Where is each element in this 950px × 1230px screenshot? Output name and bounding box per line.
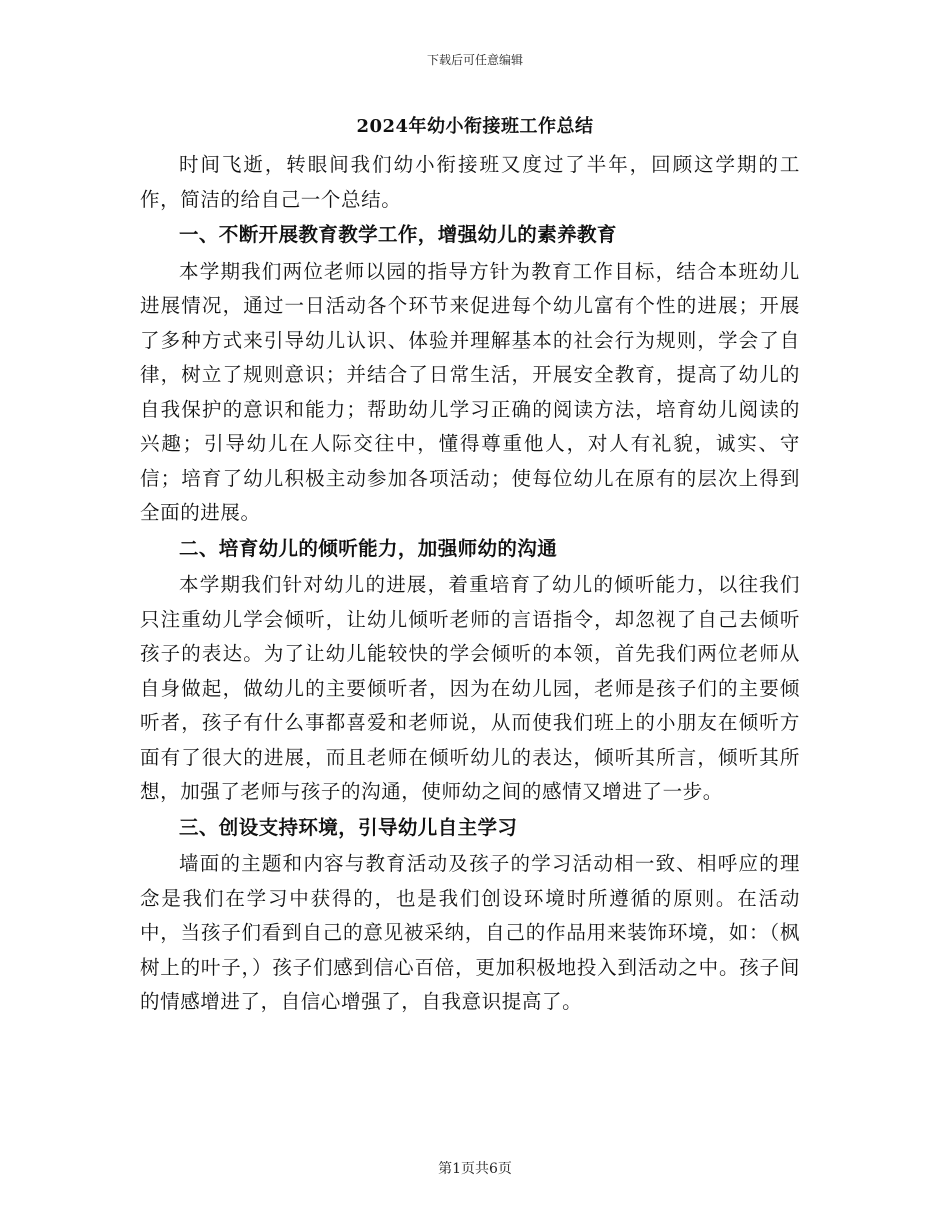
section-paragraph-2: 本学期我们针对幼儿的进展，着重培育了幼儿的倾听能力，以往我们只注重幼儿学会倾听，让幼儿倾听老师的言语指令，却忽视了自己去倾听孩子的表达。为了让幼儿能较快的学会倾听的本领，首先我们两位老师从自身做起，做幼儿的主要倾听者，因为在幼儿园，老师是孩子们的主要倾听者，孩子有什么事都喜爱和老师说，从而使我们班上的小朋友在倾听方面有了很大的进展，而且老师在倾听幼儿的表达，倾听其所言，倾听其所想，加强了老师与孩子的沟通，使师幼之间的感情又增进了一步。 <box>140 573 800 803</box>
document-title: 2024年幼小衔接班工作总结 <box>356 116 594 137</box>
document-body <box>140 148 800 1020</box>
intro-paragraph: 时间飞逝，转眼间我们幼小衔接班又度过了半年，回顾这学期的工作，简洁的给自己一个总结。 <box>140 153 800 211</box>
section-heading-3: 三、创设支持环境，引导幼儿自主学习 <box>179 815 518 839</box>
section-heading-2: 二、培育幼儿的倾听能力，加强师幼的沟通 <box>179 536 558 560</box>
section-paragraph-1: 本学期我们两位老师以园的指导方针为教育工作目标，结合本班幼儿进展情况，通过一日活动各个环节来促进每个幼儿富有个性的进展；开展了多种方式来引导幼儿认识、体验并理解基本的社会行为规则，学会了自律，树立了规则意识；并结合了日常生活，开展安全教育，提高了幼儿的自我保护的意识和能力；帮助幼儿学习正确的阅读方法，培育幼儿阅读的兴趣；引导幼儿在人际交往中，懂得尊重他人，对人有礼貌，诚实、守信；培育了幼儿积极主动参加各项活动；使每位幼儿在原有的层次上得到全面的进展。 <box>140 259 800 524</box>
section-heading-1: 一、不断开展教育教学工作，增强幼儿的素养教育 <box>179 223 617 246</box>
page-header-note: 下载后可任意编辑 <box>426 53 523 67</box>
page-number-footer: 第1页共6页 <box>438 1161 512 1177</box>
section-paragraph-3: 墙面的主题和内容与教育活动及孩子的学习活动相一致、相呼应的理念是我们在学习中获得的，也是我们创设环境时所遵循的原则。在活动中，当孩子们看到自己的意见被采纳，自己的作品用来装饰环境，如：（枫树上的叶子，）孩子们感到信心百倍，更加积极地投入到活动之中。孩子间的情感增进了，自信心增强了，自我意识提高了。 <box>140 852 800 1013</box>
